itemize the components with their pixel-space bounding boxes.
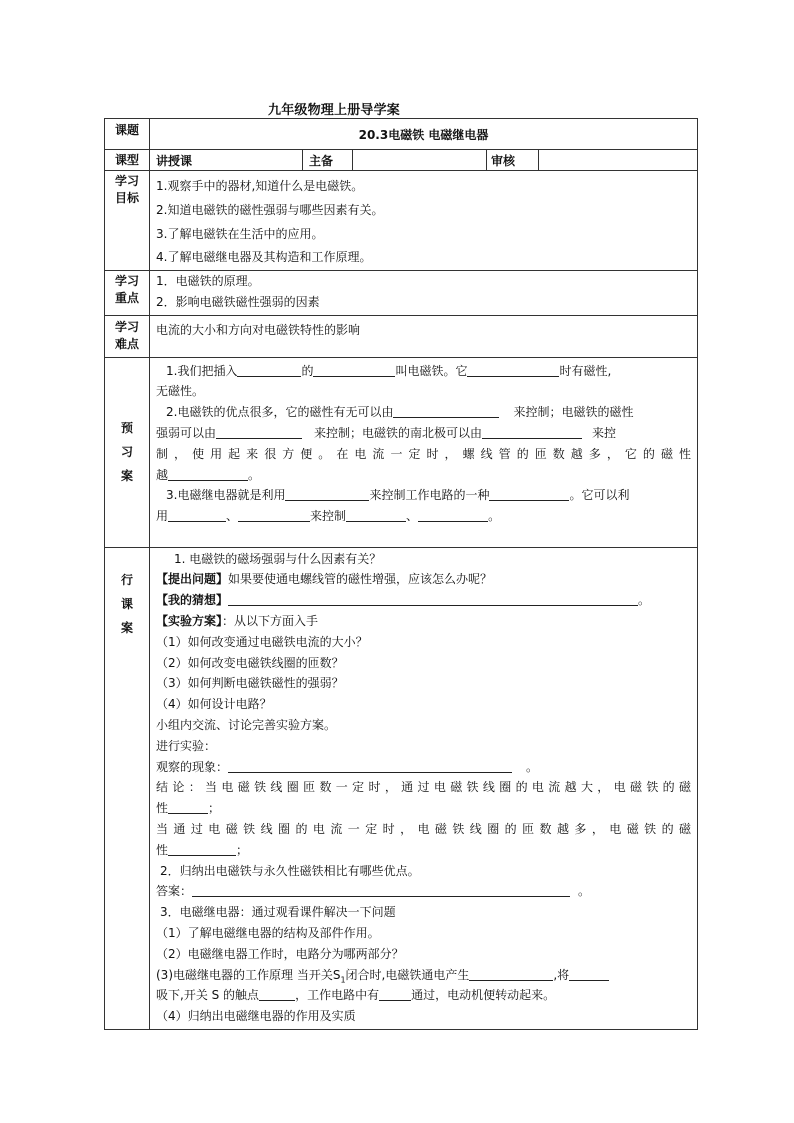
preview-text: 叫电磁铁。它 [395,363,468,378]
plan-text: ：从以下方面入手 [222,613,319,628]
lesson-content [150,547,698,1029]
lesson-conclusion-2b [156,840,691,861]
lesson-question-3: 3．电磁继电器：通过观看课件解决一下问题 [160,905,396,920]
goals-label [105,171,150,271]
difficulty-row [105,315,698,357]
fill-blank[interactable] [346,508,406,522]
preview-text: 来控制；电磁铁的南北极可以由 [314,425,483,440]
fill-blank[interactable] [418,508,488,522]
lesson-label-line-2: 课 [120,596,133,611]
preview-line-1 [156,361,691,382]
relay-item: （2）电磁继电器工作时，电路分为哪两部分？ [156,946,404,961]
preview-line-2: 无磁性。 [156,384,205,399]
preview-line-4 [156,423,691,444]
lesson-text: 。 [638,593,651,608]
lesson-discuss: 小组内交流、讨论完善实验方案。 [156,717,337,732]
preview-text: 。 [488,509,501,524]
preview-text: 来控制；电磁铁的磁性 [513,405,634,420]
type-label: 课型 [105,150,150,171]
fill-blank[interactable] [168,800,208,814]
fill-blank[interactable] [238,508,310,522]
topic-label: 课题 [105,119,150,150]
difficulty-label-line-2: 难点 [114,336,139,351]
meta-row [105,150,698,171]
lesson-text: ，工作电路中有 [295,988,380,1003]
fill-blank[interactable] [469,967,553,981]
lesson-conclusion-2: 当通过电磁铁线圈的电流一定时，电磁铁线圈的匝数越多，电磁铁的磁 [156,821,692,836]
difficulty-text: 电流的大小和方向对电磁铁特性的影响 [156,322,361,337]
preview-label-line-3: 案 [120,469,133,484]
lesson-label [105,547,150,1029]
preview-text: 时有磁性, [559,363,612,378]
raise-question-text: 如果要使通电螺线管的磁性增强，应该怎么办呢？ [228,572,493,587]
author-value [353,150,487,171]
goal-item: 1.观察手中的器材,知道什么是电磁铁。 [156,179,364,193]
goal-item: 3.了解电磁铁在生活中的应用。 [156,227,324,241]
lesson-experiment: 进行实验： [156,738,217,753]
topic-row [105,119,698,150]
lesson-text: ； [236,842,249,857]
keypoint-item: 1．电磁铁的原理。 [156,274,260,288]
type-value: 讲授课 [150,150,303,171]
fill-blank[interactable] [228,592,638,606]
fill-blank[interactable] [569,967,609,981]
switch-subscript: 1 [340,974,346,984]
review-value [539,150,698,171]
study-guide-table [104,118,698,1030]
preview-text: 来控制工作电路的一种 [369,488,490,503]
fill-blank[interactable] [168,842,236,856]
raise-question-tag: 【提出问题】 [156,572,229,587]
fill-blank[interactable] [285,487,369,501]
lesson-text: 闭合时,电磁铁通电产生 [345,967,470,982]
preview-text: 。 [248,467,261,482]
preview-label-line-1: 预 [120,421,133,436]
preview-text: 3.电磁继电器就是利用 [166,488,286,503]
preview-text: 、 [406,509,419,524]
preview-label [105,357,150,547]
preview-label-line-2: 习 [120,445,133,460]
lesson-text: (3)电磁继电器的工作原理 当开关S [156,967,341,982]
preview-line-6 [156,465,691,486]
lesson-row [105,547,698,1029]
goals-content [150,171,698,271]
guess-tag: 【我的猜想】 [156,593,229,608]
keypoints-label-line-2: 重点 [114,291,139,305]
lesson-text: ,将 [553,967,570,982]
goals-row [105,171,698,271]
document-title: 九年级物理上册导学案 [268,103,401,118]
keypoints-content [150,271,698,316]
lesson-text: ； [208,801,221,816]
lesson-plan [156,611,691,632]
preview-row [105,357,698,547]
lesson-observe [156,757,691,778]
lesson-conclusion-1b [156,798,691,819]
fill-blank[interactable] [192,883,570,897]
fill-blank[interactable] [482,425,582,439]
difficulty-label-line-1: 学习 [114,319,139,334]
lesson-question-2: 2．归纳出电磁铁与永久性磁铁相比有哪些优点。 [160,863,420,878]
preview-text: 的 [301,363,314,378]
lesson-guess [156,590,691,611]
plan-item: （4）如何设计电路？ [156,697,272,712]
relay-item-3b [156,985,691,1006]
lesson-label-line-1: 行 [120,572,133,587]
fill-blank[interactable] [379,987,411,1001]
review-label: 审核 [487,150,539,171]
lesson-answer [156,881,691,902]
preview-line-8 [156,506,691,527]
relay-item: （1）了解电磁继电器的结构及部件作用。 [156,925,380,940]
fill-blank[interactable] [259,987,295,1001]
lesson-text: 吸下,开关 S 的触点 [156,988,260,1003]
preview-text: 1.我们把插入 [166,363,238,378]
preview-line-3 [156,402,691,423]
keypoint-item: 2．影响电磁铁磁性强弱的因素 [156,294,320,309]
lesson-text: 通过，电动机便转动起来。 [411,988,556,1003]
plan-item: （1）如何改变通过电磁铁电流的大小？ [156,634,368,649]
plan-item: （3）如何判断电磁铁磁性的强弱？ [156,676,344,691]
goal-item: 2.知道电磁铁的磁性强弱与哪些因素有关。 [156,203,384,217]
preview-text: 用 [156,509,169,524]
fill-blank[interactable] [237,363,301,377]
relay-item: （4）归纳出电磁继电器的作用及实质 [156,1009,356,1024]
lesson-text: 答案： [156,884,193,899]
lesson-text: 性 [156,842,169,857]
plan-tag: 【实验方案】 [156,613,223,628]
difficulty-label [105,315,150,357]
plan-item: （2）如何改变电磁铁线圈的匝数？ [156,655,344,670]
preview-content [150,357,698,547]
topic-value: 20.3电磁铁 电磁继电器 [150,119,698,150]
lesson-text: 。 [578,884,591,899]
fill-blank[interactable] [313,363,395,377]
preview-text: 来控制 [310,509,347,524]
goals-label-line-2: 目标 [114,191,139,205]
preview-line-5: 制，使用起来很方便。在电流一定时，螺线管的匝数越多，它的磁性 [156,446,692,461]
author-label: 主备 [303,150,353,171]
goals-label-line-1: 学习 [114,174,139,188]
preview-text: 。它可以利 [569,488,630,503]
preview-text: 越 [156,467,169,482]
preview-text: 强弱可以由 [156,425,217,440]
fill-blank[interactable] [168,467,248,481]
lesson-text: 性 [156,801,169,816]
fill-blank[interactable] [489,487,569,501]
goal-item: 4.了解电磁继电器及其构造和工作原理。 [156,250,372,264]
fill-blank[interactable] [216,425,302,439]
relay-item-3 [156,965,691,986]
preview-text: 、 [226,509,239,524]
lesson-text: 。 [526,759,539,774]
lesson-raise-question [156,569,691,590]
keypoints-label [105,271,150,316]
fill-blank[interactable] [393,404,499,418]
preview-line-7 [156,485,691,506]
lesson-conclusion-1: 结论：当电磁铁线圈匝数一定时，通过电磁铁线圈的电流越大，电磁铁的磁 [156,780,692,795]
preview-text: 来控 [592,425,617,440]
fill-blank[interactable] [168,508,226,522]
lesson-question-1: 1. 电磁铁的磁场强弱与什么因素有关？ [174,551,382,566]
keypoints-label-line-1: 学习 [114,274,139,288]
difficulty-content [150,315,698,357]
keypoints-row [105,271,698,316]
fill-blank[interactable] [228,759,512,773]
preview-text: 2.电磁铁的优点很多，它的磁性有无可以由 [166,405,394,420]
lesson-text: 观察的现象： [156,759,229,774]
lesson-label-line-3: 案 [120,620,133,635]
fill-blank[interactable] [467,363,559,377]
